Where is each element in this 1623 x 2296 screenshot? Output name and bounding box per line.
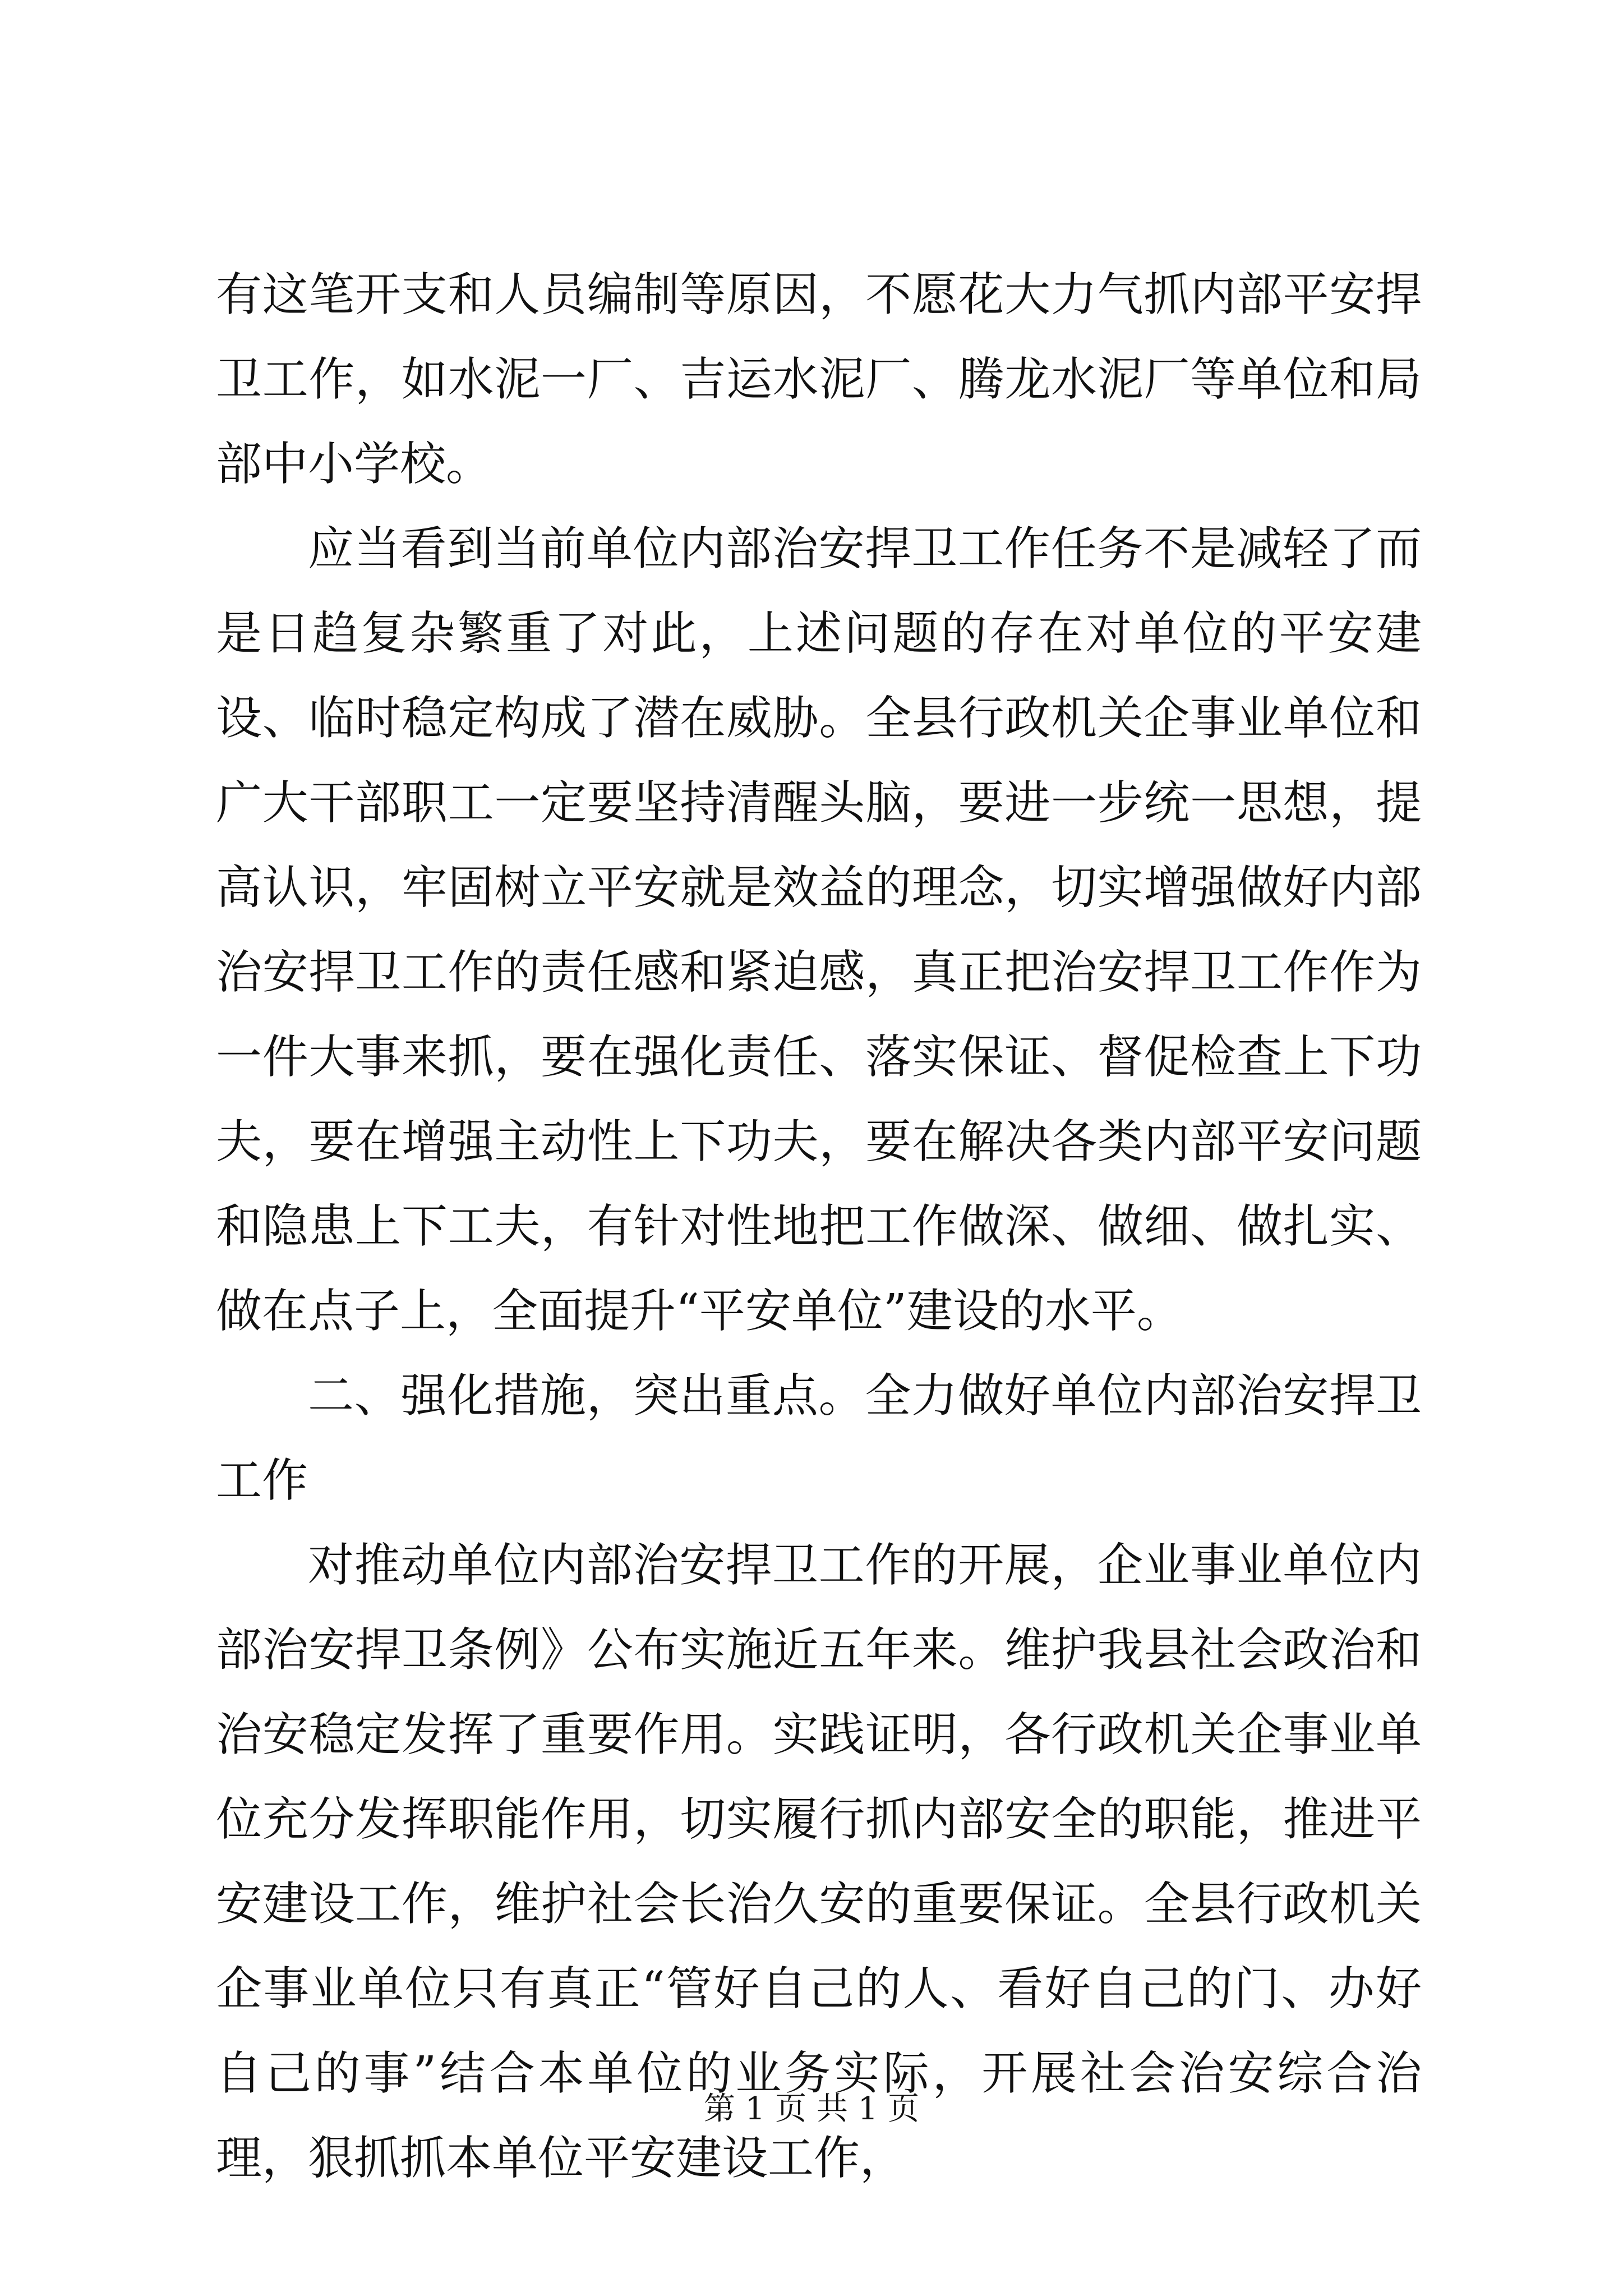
section-heading: 二、强化措施，突出重点。全力做好单位内部治安捍卫工作 [216, 1369, 1422, 1507]
paragraph: 对推动单位内部治安捍卫工作的开展，企业事业单位内部治安捍卫条例》公布实施近五年来。维护我县社会政治和治安稳定发挥了重要作用。实践证明，各行政机关企事业单位充分发挥职能作用，切实履行抓内部安全的职能，推进平安建设工作，维护社会长治久安的重要保证。全县行政机关企事业单位只有真正“管好自己的人、看好自己的门、办好自己的事”结合本单位的业务实际，开展社会治安综合治理，狠抓抓本单位平安建设工作， [216, 1539, 1422, 2185]
document-body [216, 252, 1422, 2201]
page-footer: 第 1 页 共 1 页 [703, 2091, 920, 2127]
paragraph-continuation: 有这笔开支和人员编制等原因，不愿花大力气抓内部平安捍卫工作，如水泥一厂、吉运水泥厂、腾龙水泥厂等单位和局部中小学校。 [216, 268, 1422, 491]
paragraph: 应当看到当前单位内部治安捍卫工作任务不是减轻了而是日趋复杂繁重了对此，上述问题的存在对单位的平安建设、临时稳定构成了潜在威胁。全县行政机关企事业单位和广大干部职工一定要坚持清醒头脑，要进一步统一思想，提高认识，牢固树立平安就是效益的理念，切实增强做好内部治安捍卫工作的责任感和紧迫感，真正把治安捍卫工作作为一件大事来抓，要在强化责任、落实保证、督促检查上下功夫，要在增强主动性上下功夫，要在解决各类内部平安问题和隐患上下工夫，有针对性地把工作做深、做细、做扎实、做在点子上，全面提升“平安单位”建设的水平。 [216, 522, 1422, 1338]
